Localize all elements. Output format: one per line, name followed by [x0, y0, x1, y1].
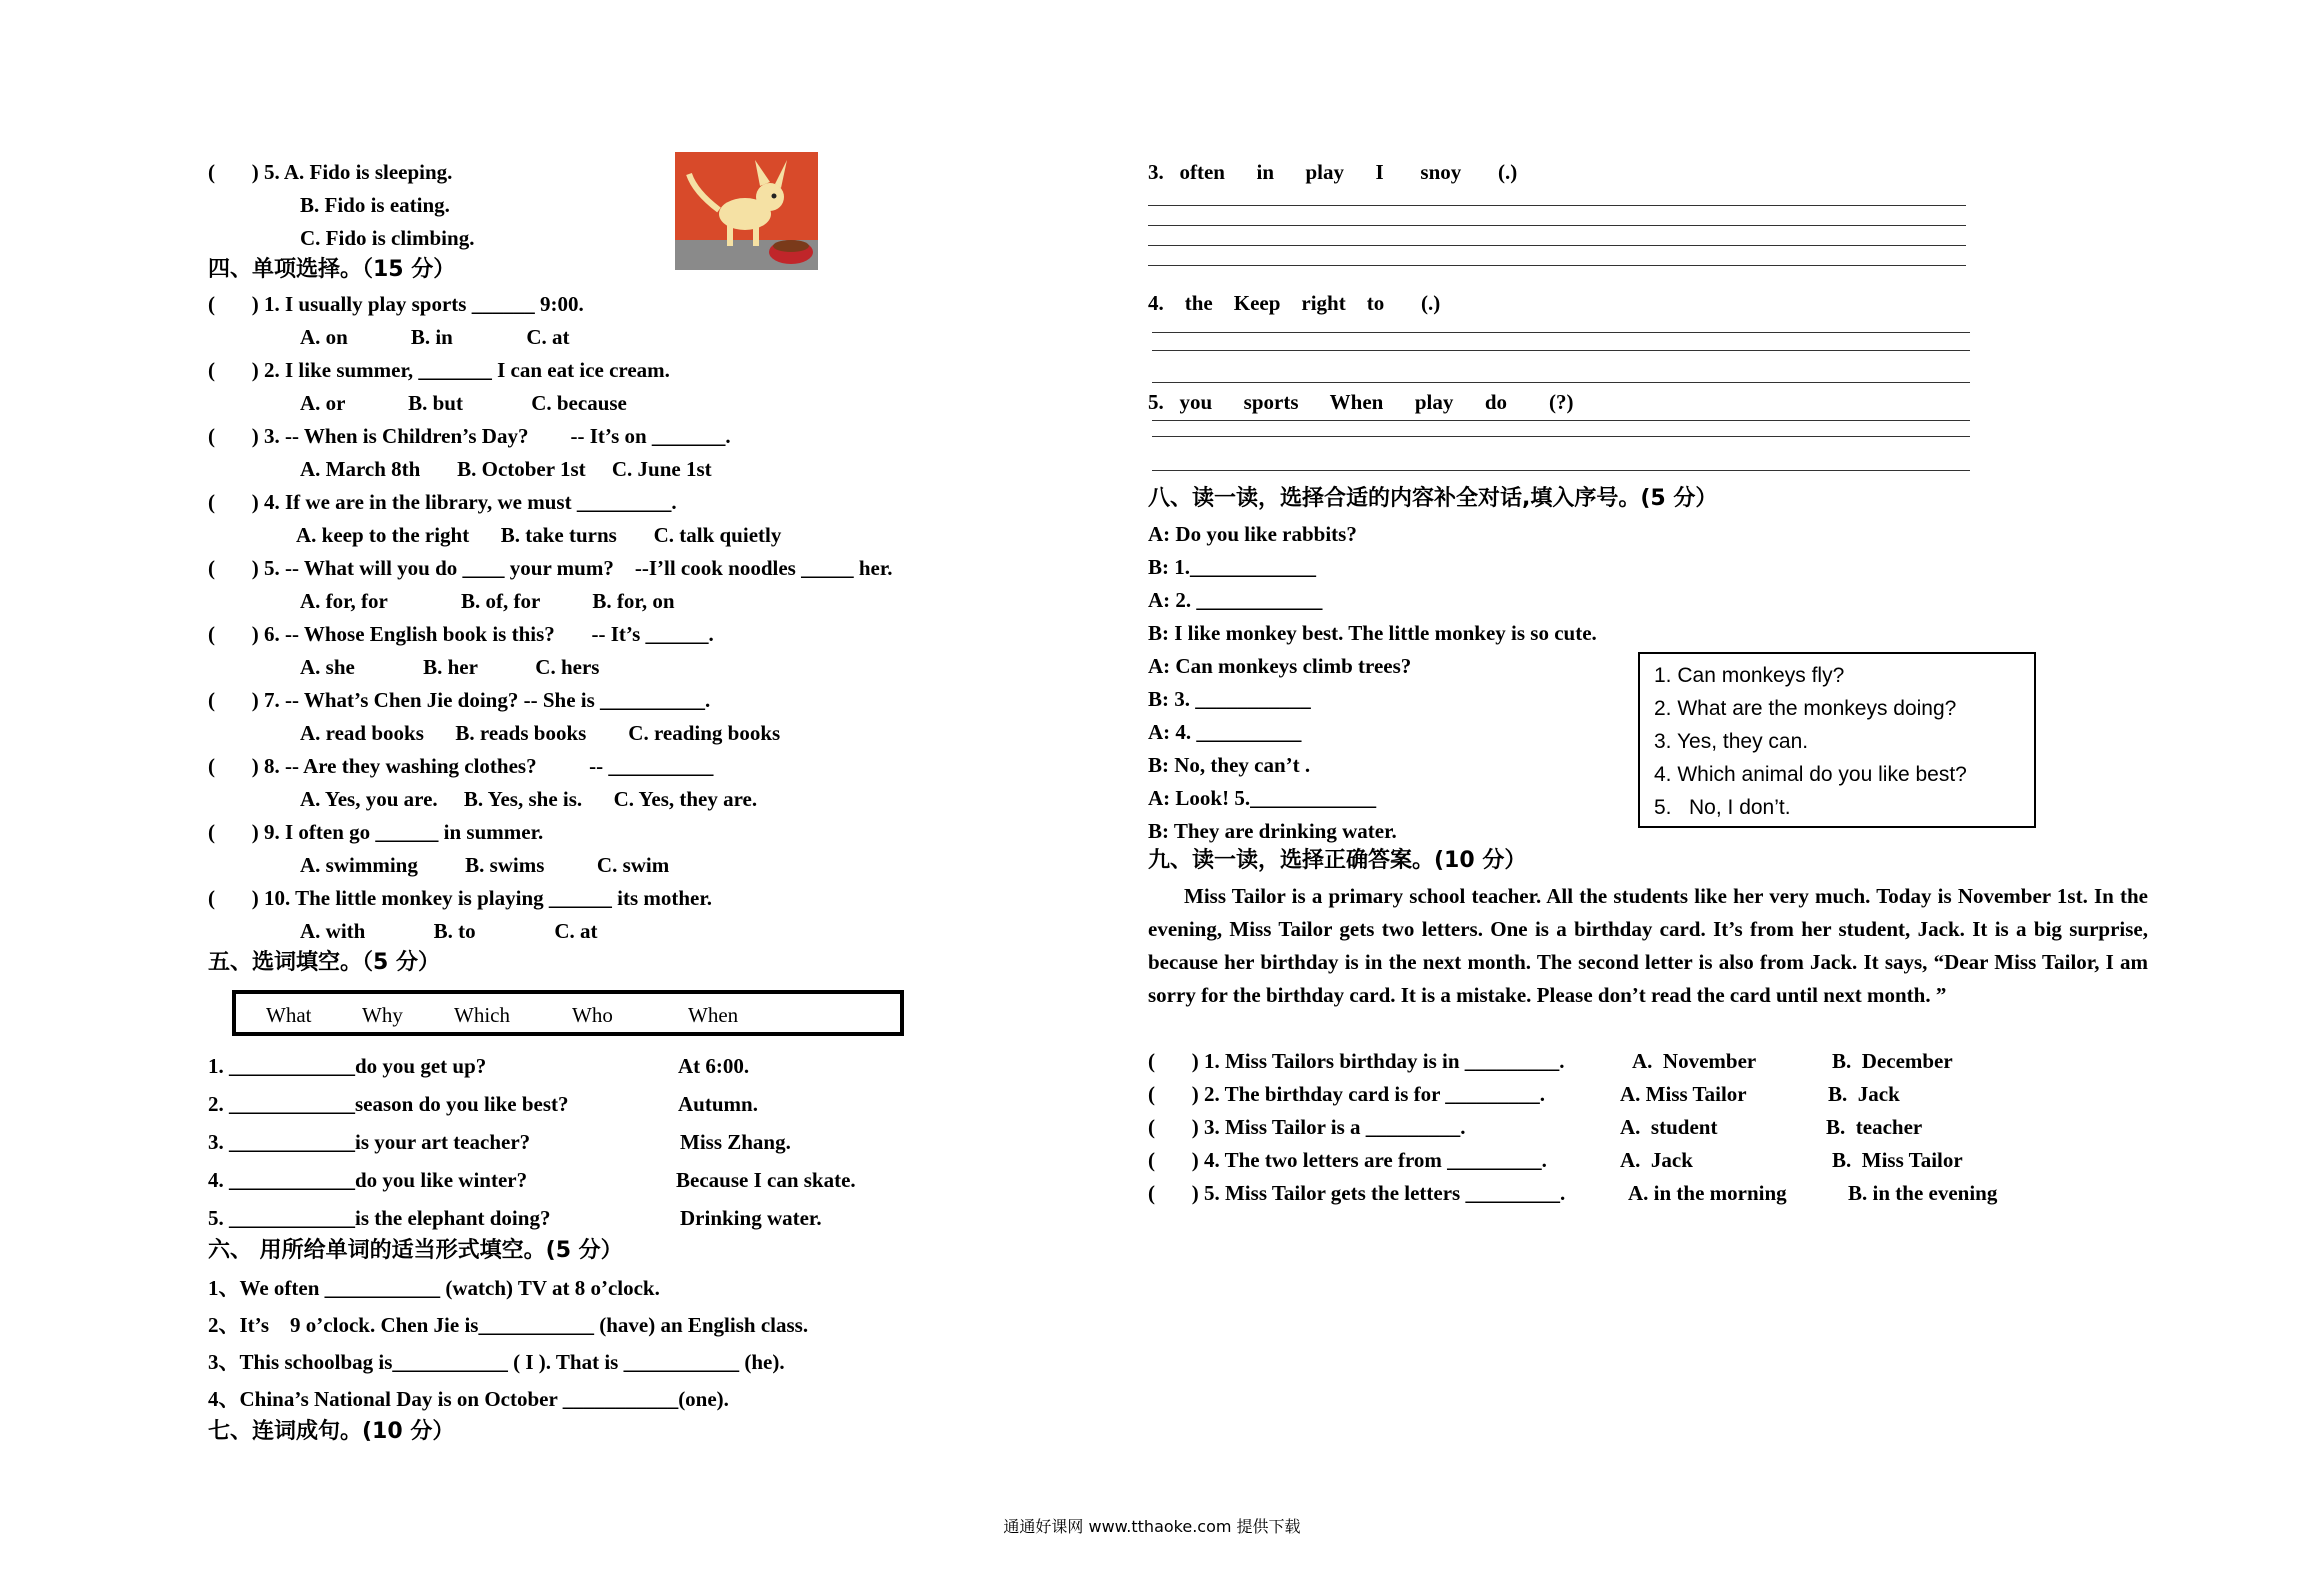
- fill-4-question: 4. ____________do you like winter?: [208, 1168, 528, 1192]
- mc-6-stem: ( ) 6. -- Whose English book is this? -- It’s ______.: [208, 622, 714, 646]
- fill-2-answer: Autumn.: [678, 1092, 758, 1116]
- dialog-option: 4. Which animal do you like best?: [1654, 763, 1967, 786]
- dialog-line: A: Can monkeys climb trees?: [1148, 654, 1412, 678]
- mc-5-options: A. for, for B. of, for B. for, on: [300, 589, 675, 613]
- answer-line: [1152, 332, 1970, 333]
- form-2: 2、It’s 9 o’clock. Chen Jie is___________ (have) an English class.: [208, 1313, 809, 1337]
- fill-3-question: 3. ____________is your art teacher?: [208, 1130, 531, 1154]
- order-5-words: 5. you sports When play do (?): [1148, 390, 1574, 414]
- word-bank-item: When: [688, 1003, 739, 1027]
- word-bank: [232, 990, 904, 1036]
- fill-2-question: 2. ____________season do you like best?: [208, 1092, 569, 1116]
- order-4-words: 4. the Keep right to (.): [1148, 291, 1441, 315]
- q5-option-c: C. Fido is climbing.: [300, 226, 475, 250]
- answer-line: [1152, 382, 1970, 383]
- q5-option-b: B. Fido is eating.: [300, 193, 450, 217]
- section-7-title: 七、连词成句。(10 分）: [208, 1419, 455, 1444]
- answer-line: [1152, 436, 1970, 437]
- reading-q-2-stem: ( ) 2. The birthday card is for _________.: [1148, 1082, 1546, 1106]
- dialog-option: 3. Yes, they can.: [1654, 730, 1809, 753]
- dialog-line: B: No, they can’t .: [1148, 753, 1311, 777]
- reading-q-3-b: B. teacher: [1826, 1115, 1923, 1139]
- dialog-line: B: 1.____________: [1148, 555, 1316, 579]
- mc-4-stem: ( ) 4. If we are in the library, we must _________.: [208, 490, 677, 514]
- dialog-options-box: [1638, 652, 2036, 828]
- dialog-line: A: 2. ____________: [1148, 588, 1323, 612]
- reading-q-4-b: B. Miss Tailor: [1832, 1148, 1963, 1172]
- reading-q-4-a: A. Jack: [1620, 1148, 1693, 1172]
- section-6-title: 六、 用所给单词的适当形式填空。(5 分）: [208, 1238, 623, 1263]
- answer-line: [1148, 225, 1966, 226]
- answer-line: [1148, 205, 1966, 206]
- word-bank-item: What: [266, 1003, 312, 1027]
- dialog-line: B: I like monkey best. The little monkey is so cute.: [1148, 621, 1597, 645]
- mc-2-options: A. or B. but C. because: [300, 391, 627, 415]
- mc-7-stem: ( ) 7. -- What’s Chen Jie doing? -- She is __________.: [208, 688, 711, 712]
- reading-q-5-stem: ( ) 5. Miss Tailor gets the letters _________.: [1148, 1181, 1566, 1205]
- mc-10-stem: ( ) 10. The little monkey is playing ______ its mother.: [208, 886, 713, 910]
- mc-8-stem: ( ) 8. -- Are they washing clothes? -- __________: [208, 754, 714, 778]
- section-4-title: 四、单项选择。（15 分）: [208, 257, 456, 282]
- mc-3-stem: ( ) 3. -- When is Children’s Day? -- It’s on _______.: [208, 424, 731, 448]
- mc-4-options: A. keep to the right B. take turns C. talk quietly: [296, 523, 782, 547]
- mc-10-options: A. with B. to C. at: [300, 919, 598, 943]
- reading-q-4-stem: ( ) 4. The two letters are from _________.: [1148, 1148, 1547, 1172]
- answer-line: [1152, 420, 1970, 421]
- reading-q-2-a: A. Miss Tailor: [1620, 1082, 1747, 1106]
- mc-3-options: A. March 8th B. October 1st C. June 1st: [300, 457, 712, 481]
- mc-2-stem: ( ) 2. I like summer, _______ I can eat ice cream.: [208, 358, 670, 382]
- dialog-option: 1. Can monkeys fly?: [1654, 664, 1845, 687]
- dialog-line: B: 3. ___________: [1148, 687, 1311, 711]
- dialog-line: B: They are drinking water.: [1148, 819, 1397, 843]
- section-5-title: 五、选词填空。（5 分）: [208, 950, 440, 975]
- dialog-option: 5. No, I don’t.: [1654, 796, 1791, 819]
- mc-1-stem: ( ) 1. I usually play sports ______ 9:00.: [208, 292, 584, 316]
- mc-9-options: A. swimming B. swims C. swim: [300, 853, 670, 877]
- word-bank-item: Why: [362, 1003, 403, 1027]
- q5-stem: ( ) 5. A. Fido is sleeping.: [208, 160, 453, 184]
- mc-7-options: A. read books B. reads books C. reading books: [300, 721, 781, 745]
- reading-passage: Miss Tailor is a primary school teacher. All the students like her very much. Today is November 1st. In the evening, Miss Tailor gets two letters. One is a birthday card. It’s from her student, Jack. It is a big surprise, because her birthday is in the next month. The second letter is also from Jack. It says, “Dear Miss Tailor, I am sorry for the birthday card. It is a mistake. Please don’t read the card until next month. ”: [1148, 884, 2148, 1007]
- answer-line: [1152, 470, 1970, 471]
- footer-source-note: 通通好课网 www.tthaoke.com 提供下载: [1003, 1517, 1301, 1536]
- reading-q-1-stem: ( ) 1. Miss Tailors birthday is in _________.: [1148, 1049, 1565, 1073]
- form-4: 4、China’s National Day is on October ___________(one).: [208, 1387, 729, 1411]
- reading-q-5-a: A. in the morning: [1628, 1181, 1787, 1205]
- dialog-line: A: Look! 5.____________: [1148, 786, 1377, 810]
- section-9-title: 九、读一读，选择正确答案。(10 分）: [1148, 848, 1527, 873]
- fill-5-answer: Drinking water.: [680, 1206, 822, 1230]
- mc-5-stem: ( ) 5. -- What will you do ____ your mum? --I’ll cook noodles _____ her.: [208, 556, 893, 580]
- dialog-line: A: 4. __________: [1148, 720, 1302, 744]
- form-1: 1、We often ___________ (watch) TV at 8 o’clock.: [208, 1276, 660, 1300]
- reading-q-2-b: B. Jack: [1828, 1082, 1900, 1106]
- dialog-line: A: Do you like rabbits?: [1148, 522, 1357, 546]
- answer-line: [1148, 245, 1966, 246]
- answer-line: [1148, 265, 1966, 266]
- reading-q-5-b: B. in the evening: [1848, 1181, 1998, 1205]
- form-3: 3、This schoolbag is___________ ( I ). That is ___________ (he).: [208, 1350, 785, 1374]
- reading-q-1-a: A. November: [1632, 1049, 1757, 1073]
- answer-line: [1152, 350, 1970, 351]
- fill-4-answer: Because I can skate.: [676, 1168, 856, 1192]
- mc-1-options: A. on B. in C. at: [300, 325, 570, 349]
- section-8-title: 八、读一读，选择合适的内容补全对话,填入序号。(5 分）: [1148, 486, 1718, 511]
- mc-6-options: A. she B. her C. hers: [300, 655, 600, 679]
- mc-8-options: A. Yes, you are. B. Yes, she is. C. Yes, they are.: [300, 787, 758, 811]
- dog-picture: [675, 152, 818, 270]
- reading-q-3-stem: ( ) 3. Miss Tailor is a _________.: [1148, 1115, 1466, 1139]
- word-bank-item: Who: [572, 1003, 613, 1027]
- fill-1-answer: At 6:00.: [678, 1054, 750, 1078]
- fill-5-question: 5. ____________is the elephant doing?: [208, 1206, 551, 1230]
- fill-1-question: 1. ____________do you get up?: [208, 1054, 487, 1078]
- word-bank-item: Which: [454, 1003, 510, 1027]
- reading-q-1-b: B. December: [1832, 1049, 1953, 1073]
- dialog-option: 2. What are the monkeys doing?: [1654, 697, 1957, 720]
- fill-3-answer: Miss Zhang.: [680, 1130, 791, 1154]
- order-3-words: 3. often in play I snoy (.): [1148, 160, 1518, 184]
- reading-q-3-a: A. student: [1620, 1115, 1718, 1139]
- mc-9-stem: ( ) 9. I often go ______ in summer.: [208, 820, 544, 844]
